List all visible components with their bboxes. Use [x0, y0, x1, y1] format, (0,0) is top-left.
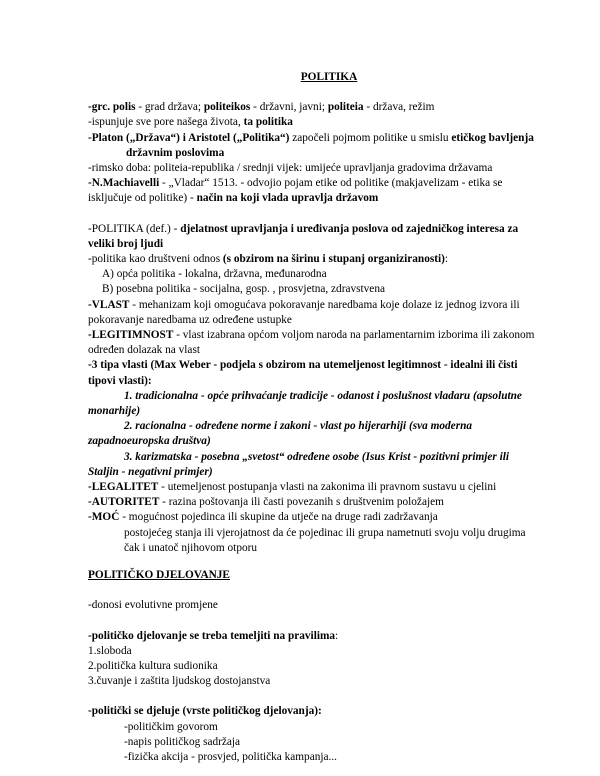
vlast-line	[88, 298, 540, 328]
term-politeia: politeia	[327, 101, 364, 114]
bold-text: -AUTORITET	[88, 496, 160, 509]
autoritet-line	[88, 495, 540, 510]
text: :	[335, 629, 339, 642]
moc-line	[88, 510, 540, 525]
text: - država, režim	[363, 101, 435, 114]
bold-text: -VLAST	[88, 298, 130, 311]
legitimnost-line	[88, 328, 540, 358]
term-polis: -grc. polis	[88, 101, 136, 114]
roman-era-line: -rimsko doba: politeia-republika / srednji vijek: umijeće upravljanja gradovima državama	[88, 162, 493, 175]
bold-text: djelatnost upravljanja i uređivanja poslova od zajedničkog interesa za veliki broj ljudi	[88, 222, 519, 250]
type-traditional	[88, 389, 540, 419]
bold-text: ta politika	[243, 116, 293, 129]
action-types-line: -politički se djeluje (vrste političkog djelovanja):	[88, 705, 322, 718]
text: - mehanizam koji omogućava pokoravanje naredbama koje dolaze iz jednog izvora ili pokoravanje naredbama uz određene ustupke	[88, 298, 520, 326]
list-item-b: B) posebna politika - socijalna, gosp. , prosvjetna, zdravstvena	[102, 283, 385, 296]
text: 2. racionalna - određene norme i zakoni - vlast po hijerarhiji (sva moderna zapadnoeuropska društva)	[88, 420, 473, 448]
weber-types-line: -3 tipa vlasti (Max Weber - podjela s obzirom na utemeljenost legitimnost - idealni ili čisti tipovi vlasti):	[88, 359, 518, 387]
text: - državni, javni;	[250, 101, 328, 114]
section-heading: POLITIČKO DJELOVANJE	[88, 569, 230, 582]
legalitet-line	[88, 480, 540, 495]
bold-text: (s obzirom na širinu i stupanj organiziranosti)	[222, 253, 445, 266]
text: 3. karizmatska - posebna „svetost“ određene osobe (Isus Krist - pozitivni primjer ili Staljin - negativni primjer)	[88, 450, 510, 478]
bold-text: etičkog bavljenja državnim poslovima	[126, 131, 534, 159]
list-item: 3.čuvanje i zaštita ljudskog dostojanstva	[88, 675, 271, 688]
bold-text: -Platon („Država“) i Aristotel („Politika“)	[88, 131, 290, 144]
list-item: 2.politička kultura sudionika	[88, 659, 218, 672]
politics-definition	[88, 222, 540, 252]
list-item: -fizička akcija - prosvjed, politička kampanja...	[124, 750, 337, 763]
list-item-a: A) opća politika - lokalna, državna, međunarodna	[102, 268, 327, 281]
plato-aristotle-line	[88, 131, 540, 161]
list-item: 1.sloboda	[88, 644, 132, 657]
social-relation-line	[88, 252, 540, 267]
text: započeli pojmom politike u smislu	[289, 131, 452, 144]
text: - utemeljenost postupanja vlasti na zakonima ili pravnom sustavu u cjelini	[158, 481, 497, 494]
type-charismatic	[88, 450, 540, 480]
text: - mogućnost pojedinca ili skupine da utječe na druge radi zadržavanja	[119, 511, 438, 524]
etymology-line	[88, 100, 540, 115]
type-rational	[88, 419, 540, 449]
text: -politika kao društveni odnos	[88, 253, 223, 266]
moc-continuation: postojećeg stanja ili vjerojatnost da će pojedinac ili grupa nametnuti svoju volju drugima čak i unatoč njihovom otporu	[124, 526, 526, 554]
list-item: -političkim govorom	[124, 720, 218, 733]
pervasive-line	[88, 115, 540, 130]
document-title: POLITIKA	[300, 71, 358, 83]
bold-text: način na koji vlada upravlja državom	[196, 192, 379, 205]
text: - razina poštovanja ili časti povezanih s društvenim položajem	[159, 496, 444, 509]
bold-text: -političko djelovanje se treba temeljiti na pravilima	[88, 629, 336, 642]
principles-line	[88, 629, 540, 644]
machiavelli-line	[88, 176, 540, 206]
bold-text: -N.Machiavelli	[88, 177, 160, 190]
bold-text: -LEGALITET	[88, 481, 159, 494]
text: - vlast izabrana općom voljom naroda na parlamentarnim izborima ili zakonom određen dolazak na vlast	[88, 329, 535, 357]
text: :	[444, 253, 449, 266]
term-politeikos: politeikos	[203, 101, 251, 114]
list-item: -napis političkog sadržaja	[124, 735, 241, 748]
text: - „Vladar“ 1513. - odvojio pojam etike od politike (makjavelizam - etika se isključuje od politike) -	[88, 177, 503, 205]
text: -ispunjuje sve pore našega života,	[88, 116, 244, 129]
bold-text: -MOĆ	[88, 511, 120, 524]
text: 1. tradicionalna - opće prihvaćanje tradicije - odanost i poslušnost vladaru (apsolutne monarhije)	[88, 389, 522, 418]
text: - grad država;	[135, 101, 204, 114]
evolution-line: -donosi evolutivne promjene	[88, 599, 218, 612]
bold-text: -LEGITIMNOST	[88, 329, 174, 342]
text: -POLITIKA (def.) -	[88, 222, 181, 235]
